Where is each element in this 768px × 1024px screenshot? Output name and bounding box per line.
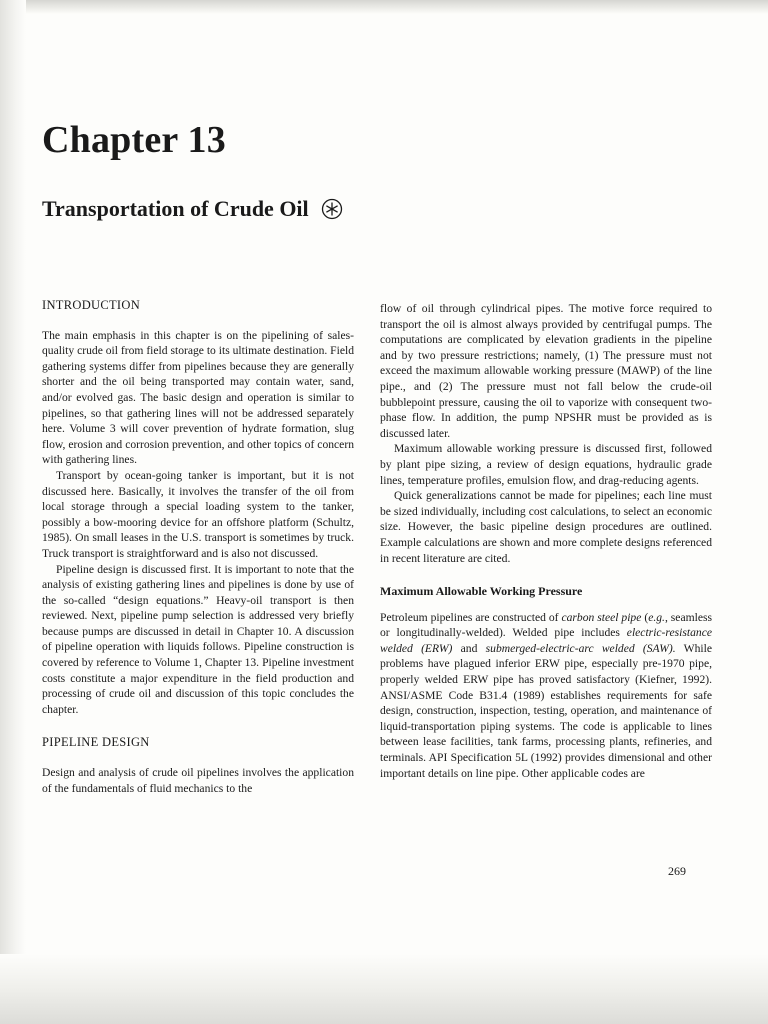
intro-paragraph-2: Transport by ocean-going tanker is important, but it is not discussed here. Basically, it involves the transfer of the oil from local storage through a special loading system to the tanker, possibly a bow-mooring device for an offshore platform (Schultz, 1985). On small leases in the U.S. transport is sometimes by truck. Truck transport is straightforward and is also not discussed. — [42, 468, 354, 560]
scan-edge-top — [0, 0, 768, 14]
intro-paragraph-3: Pipeline design is discussed first. It is important to note that the analysis of existing gathering lines and pipelines is done by use of the so-called “design equations.” Heavy-oil transport is then reviewed. Next, pipeline pump selection is addressed very briefly because pumps are discussed in detail in Chapter 10. A discussion of pipeline operation with liquids follows. Pipeline construction is covered by reference to Volume 1, Chapter 13. Pipeline investment costs constitute a major expenditure in the field production and processing of crude oil and discussion of this topic concludes the chapter. — [42, 562, 354, 716]
term-erw: electric-resistance welded (ERW) — [380, 626, 712, 655]
right-column — [380, 301, 712, 781]
section-gap — [42, 717, 354, 735]
design-paragraph-1: Design and analysis of crude oil pipelines involves the application of the fundamentals of fluid mechanics to the — [42, 766, 354, 795]
mawp-text-d: and — [452, 641, 486, 655]
mawp-text-b: ( — [641, 610, 649, 624]
intro-paragraph-1: The main emphasis in this chapter is on the pipelining of sales-quality crude oil from field storage to its ultimate destination. Field gathering systems differ from pipelines because they are generally shorter and the oil being transported may contain water, sand, and/or evolved gas. The basic design and operation is similar to pipelines, so that gathering lines will not be addressed separately here. Volume 3 will cover prevention of hydrate formation, slug flow, erosion and corrosion prevention, and other topics of concern with gathering lines. — [42, 328, 355, 467]
mawp-text-e: While problems have plagued inferior ERW pipe, especially pre-1970 pipe, properly welded ERW pipe has proved satisfactory (Kiefner, 1992). ANSI/ASME Code B31.4 (1989) establishes requirements for safe design, construction, inspection, testing, operation, and maintenance of liquid-transportation piping systems. The code is applicable to lines between lease facilities, tank farms, processing plants, refineries, and terminals. API Specification 5L (1992) provides dimensional and other important details on line pipe. Other applicable codes are — [380, 641, 712, 780]
chapter-subtitle — [42, 196, 343, 222]
mawp-text-a: Petroleum pipelines are constructed of — [380, 610, 562, 624]
section-gap — [380, 566, 712, 584]
left-column — [42, 298, 354, 796]
term-eg: e.g. — [648, 610, 665, 624]
asterisk-circle-icon — [321, 198, 343, 220]
mawp-paragraph — [380, 610, 712, 782]
mawp-text-c: , seamless or longitudinally-welded). Welded pipe includes — [380, 610, 713, 640]
term-carbon-steel-pipe: carbon steel pipe — [561, 610, 642, 624]
right-paragraph-3: Quick generalizations cannot be made for pipelines; each line must be sized individually, including cost calculations, to select an economic size. However, the basic pipeline design procedures are outlined. Example calculations are shown and more complete designs referenced in recent literature are cited. — [380, 489, 712, 565]
pipeline-design-heading: PIPELINE DESIGN — [42, 735, 150, 750]
page-number: 269 — [668, 864, 686, 878]
scan-edge-bottom — [0, 954, 768, 1024]
term-saw: submerged-electric-arc welded (SAW). — [485, 641, 676, 655]
scan-edge-left — [0, 0, 26, 1024]
right-paragraph-2: Maximum allowable working pressure is discussed first, followed by plant pipe sizing, a review of design equations, hydraulic grade lines, temperature profiles, emulsion flow, and drag-reducing agents. — [380, 442, 712, 487]
mawp-heading: Maximum Allowable Working Pressure — [380, 584, 583, 599]
right-paragraph-1: flow of oil through cylindrical pipes. The motive force required to transport the oil is almost always provided by centrifugal pumps. The computations are complicated by elevation gradients in the pipeline and by two pressure restrictions; namely, (1) The pressure must not exceed the maximum allowable working pressure (MAWP) of the line pipe., and (2) The pressure must not fall below the crude-oil bubblepoint pressure, causing the oil to vaporize with consequent two-phase flow. In addition, the pump NPSHR must be provided as is discussed later. — [380, 302, 712, 440]
chapter-title: Chapter 13 — [42, 119, 226, 161]
introduction-heading: INTRODUCTION — [42, 298, 141, 312]
chapter-subtitle-text: Transportation of Crude Oil — [42, 196, 309, 221]
